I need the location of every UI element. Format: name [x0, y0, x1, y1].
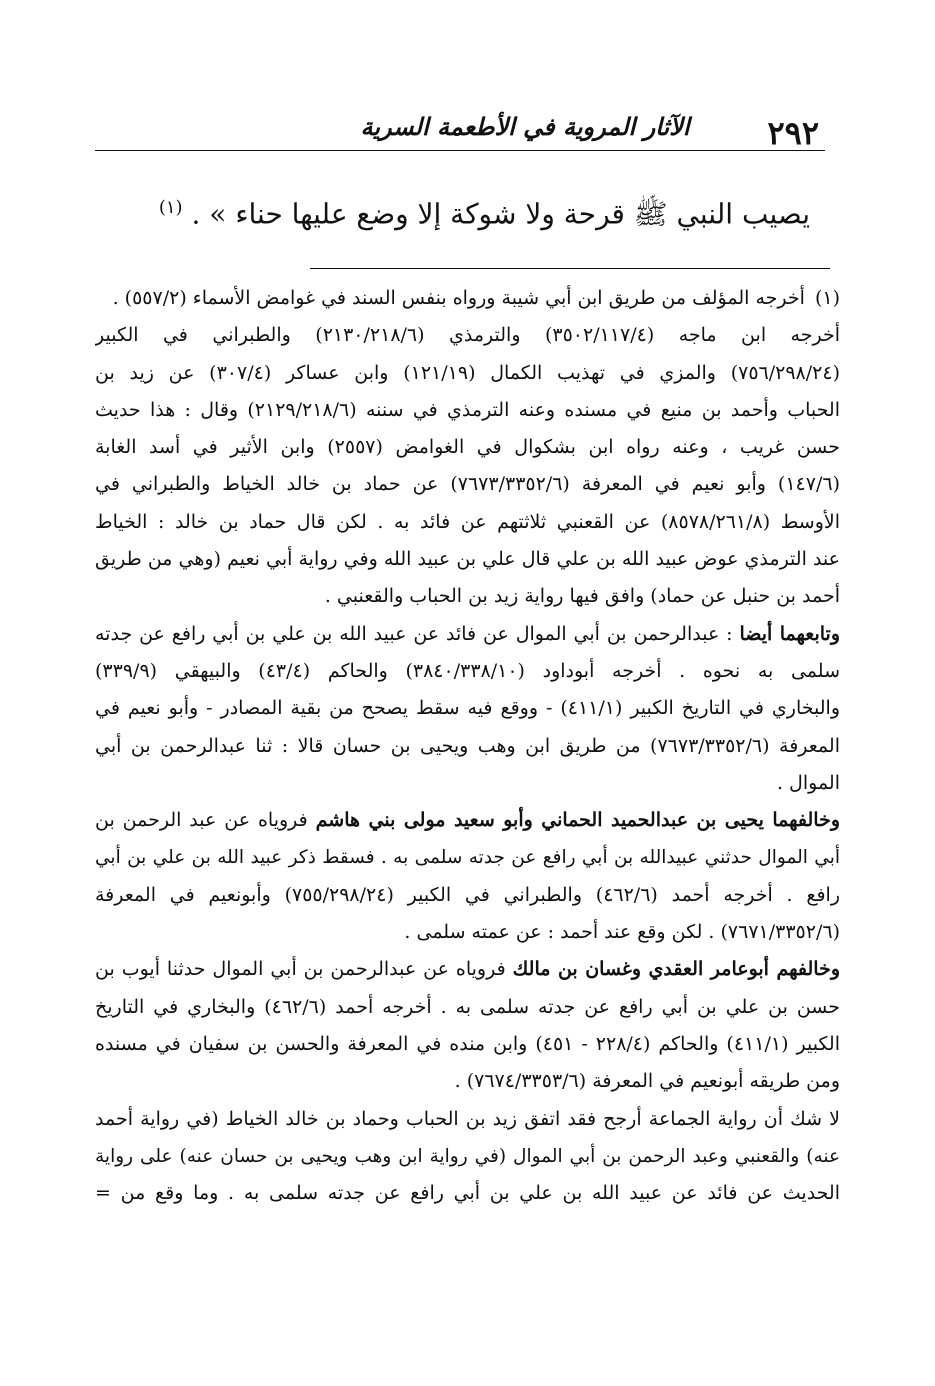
- bold-lead: وخالفهم أبوعامر العقدي وغسان بن مالك: [512, 958, 840, 981]
- bold-lead: وتابعهما أيضا: [739, 622, 840, 645]
- footnote-line: عنه) والقعنبي وعبد الرحمن بن أبي الموال (في رواية ابن وهب ويحيى بن حسان عنه) على رواية: [95, 1145, 840, 1167]
- footnote-line: ومن طريقه أبونعيم في المعرفة (٧٦٧٤/٣٣٥٣/٦) .: [454, 1070, 840, 1093]
- header-rule: [95, 150, 825, 151]
- footnote-line: والبخاري في التاريخ الكبير (٤١١/١) - ووقع فيه سقط يصحح من بقية المصادر - وأبو نعيم في: [95, 697, 840, 720]
- footnote-line: (١) أخرجه المؤلف من طريق ابن أبي شيبة ورواه بنفس السند في غوامض الأسماء (٥٥٧/٢) .: [112, 287, 840, 309]
- footnote-separator: [310, 268, 830, 269]
- footnote-marker: (١): [814, 287, 840, 309]
- footnotes: [95, 280, 840, 1212]
- footnote-line: وخالفهم أبوعامر العقدي وغسان بن مالك فروياه عن عبدالرحمن بن أبي الموال حدثنا أيوب بن: [95, 958, 840, 981]
- bold-lead: وخالفهما يحيى بن عبدالحميد الحماني وأبو سعيد مولى بني هاشم: [315, 809, 840, 832]
- footnote-line: وتابعهما أيضا : عبدالرحمن بن أبي الموال عن فائد عن عبيد الله بن علي بن أبي رافع عن جدته: [95, 622, 840, 645]
- footnote-line: أخرجه ابن ماجه (٣٥٠٢/١١٧/٤) والترمذي (٢١٣٠/٢١٨/٦) والطبراني في الكبير: [95, 324, 840, 347]
- footnote-line: الحباب وأحمد بن منيع في مسنده وعنه الترمذي في سننه (٢١٢٩/٢١٨/٦) وقال : هذا حديث: [95, 398, 840, 421]
- footnote-line: الأوسط (٨٥٧٨/٢٦١/٨) عن القعنبي ثلاثتهم عن فائد به . لكن قال حماد بن خالد : الخياط: [95, 510, 840, 533]
- running-title-text: الآثار المروية في الأطعمة السرية: [360, 111, 690, 141]
- footnote-line: المعرفة (٧٦٧٣/٣٣٥٢/٦) من طريق ابن وهب ويحيى بن حسان قالا : ثنا عبدالرحمن بن أبي: [95, 734, 840, 757]
- footnote-line: الحديث عن فائد عن عبيد الله بن علي بن أبي رافع عن جدته سلمى به . وما وقع من =: [95, 1182, 840, 1205]
- page-number: ٢٩٢: [767, 114, 819, 152]
- footnote-line: لا شك أن رواية الجماعة أرجح فقد اتفق زيد بن الحباب وحماد بن خالد الخياط (في رواية أحمد: [95, 1107, 840, 1130]
- footnote-line: (٧٥٦/٢٩٨/٢٤) والمزي في تهذيب الكمال (١٢١/١٩) وابن عساكر (٣٠٧/٤) عن زيد بن: [95, 361, 840, 384]
- running-title-calligraphy: [335, 104, 715, 148]
- footnote-line: وخالفهما يحيى بن عبدالحميد الحماني وأبو سعيد مولى بني هاشم فروياه عن عبد الرحمن بن: [95, 809, 840, 832]
- footnote-line: رافع . أخرجه أحمد (٤٦٢/٦) والطبراني في الكبير (٧٥٥/٢٩٨/٢٤) وأبونعيم في المعرفة: [95, 883, 840, 906]
- page-header: [95, 96, 825, 152]
- footnote-line: أبي الموال حدثني عبيدالله بن أبي رافع عن جدته سلمى به . فسقط ذكر عبيد الله بن علي بن أبي: [95, 847, 840, 869]
- footnote-line: عند الترمذي عوض عبيد الله بن علي قال علي بن عبيد الله وفي رواية أبي نعيم (وهي من طريق: [95, 548, 840, 571]
- main-text-line: [105, 176, 810, 240]
- main-text: يصيب النبي ﷺ قرحة ولا شوكة إلا وضع عليها حناء » .: [191, 197, 810, 231]
- footnote-line: حسن بن علي بن أبي رافع عن جدته سلمى به . أخرجه أحمد (٤٦٢/٦) والبخاري في التاريخ: [95, 995, 840, 1018]
- footnote-line: سلمى به نحوه . أخرجه أبوداود (٣٨٤٠/٣٣٨/١٠) والحاكم (٤٣/٤) والبيهقي (٣٣٩/٩): [95, 659, 840, 682]
- footnote-line: الكبير (٤١١/١) والحاكم (٢٢٨/٤ - ٤٥١) وابن منده في المعرفة والحسن بن سفيان في مسنده: [95, 1032, 840, 1055]
- footnote-line: (١٤٧/٦) وأبو نعيم في المعرفة (٧٦٧٣/٣٣٥٢/٦) عن حماد بن خالد الخياط والطبراني في: [95, 473, 840, 496]
- footnote-reference: (١): [158, 197, 183, 218]
- footnote-line: أحمد بن حنبل عن حماد) وافق فيها رواية زيد بن الحباب والقعنبي .: [324, 585, 840, 608]
- footnote-line: (٧٦٧١/٣٣٥٢/٦) . لكن وقع عند أحمد : عن عمته سلمى .: [404, 921, 840, 944]
- footnote-line: الموال .: [776, 771, 840, 794]
- footnote-line: حسن غريب ، وعنه رواه ابن بشكوال في الغوامض (٢٥٥٧) وابن الأثير في أسد الغابة: [95, 436, 840, 459]
